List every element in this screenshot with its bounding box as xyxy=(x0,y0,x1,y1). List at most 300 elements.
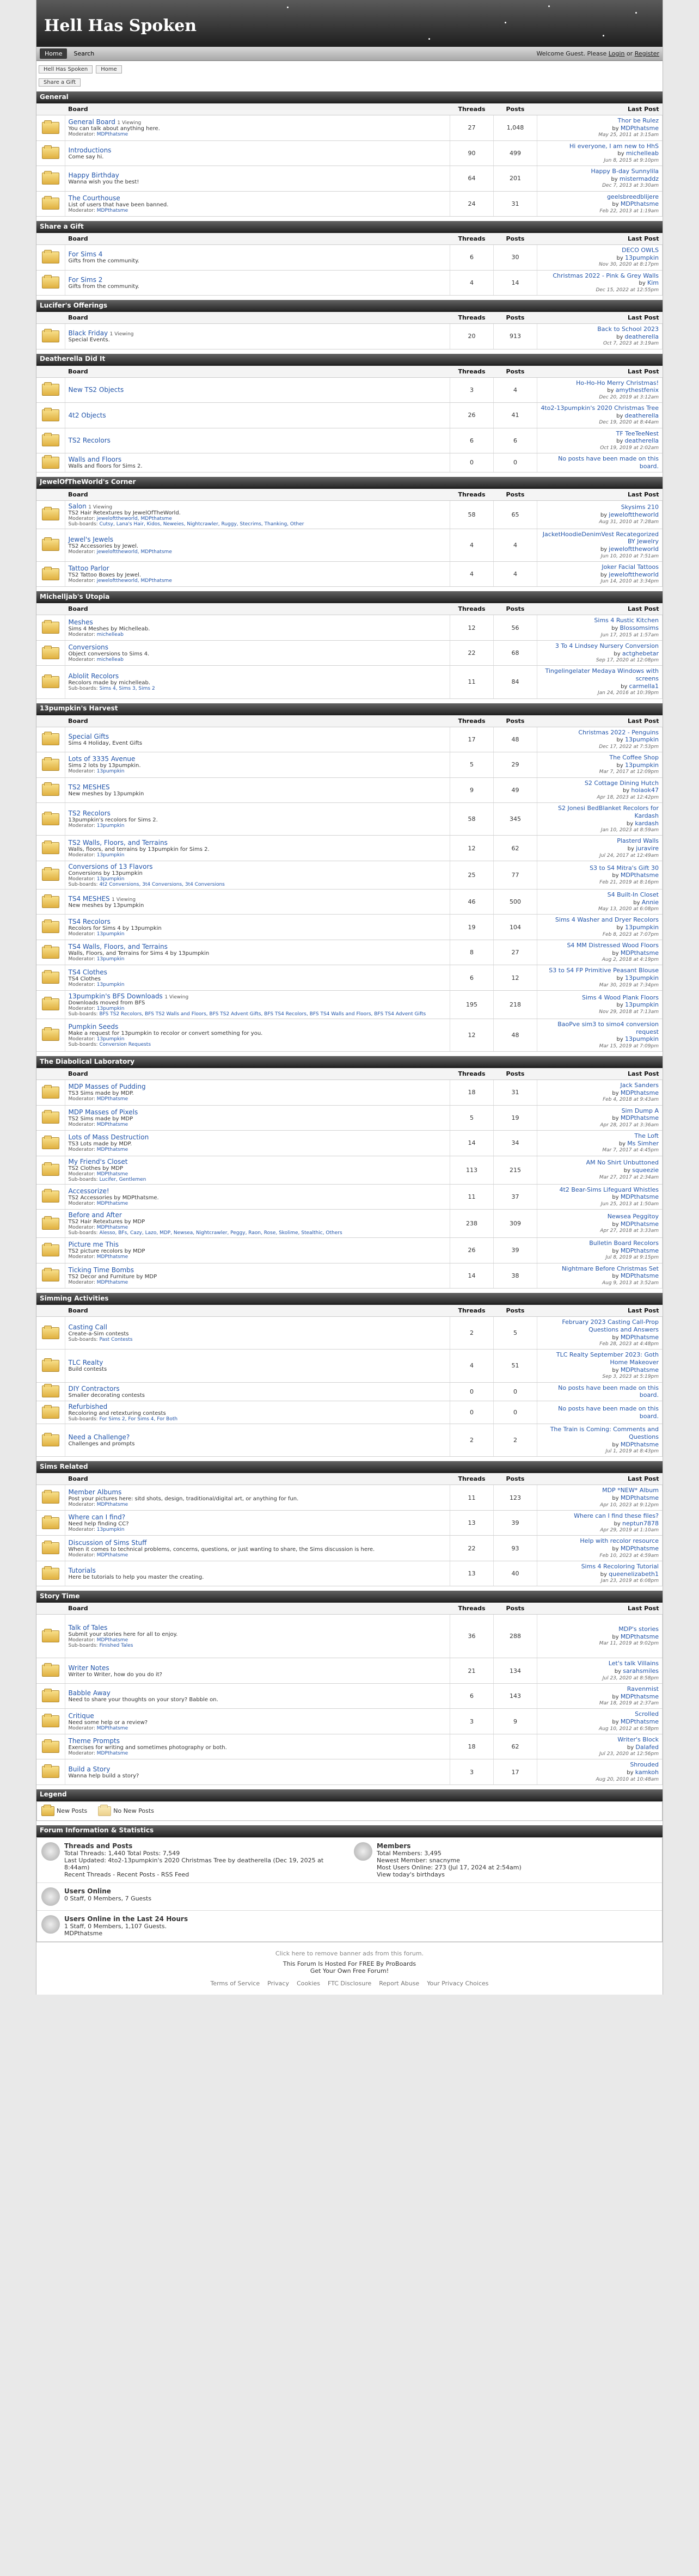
last-post-title[interactable]: geelsbreedblijere xyxy=(606,193,659,200)
category-title[interactable]: General xyxy=(36,91,663,103)
board-name[interactable]: Conversions of 13 Flavors xyxy=(68,862,153,870)
sub-boards: Sub-boards: Alesso, BFs, Cazy, Lazo, MDP, Newsea, Nightcrawler, Peggy, Raon, Rose, Skolime, Stealthic, Others xyxy=(68,1230,342,1236)
last-post-title[interactable]: Skysims 210 xyxy=(621,504,659,511)
category-title[interactable]: JewelOfTheWorld's Corner xyxy=(36,477,663,489)
login-link[interactable]: Login xyxy=(608,50,625,57)
board-name[interactable]: 4t2 Objects xyxy=(68,411,106,419)
sub-board-list[interactable]: BFS TS2 Recolors, BFS TS2 Walls and Floors, BFS TS2 Advent Gifts, BFS TS4 Recolors, BFS TS4 Walls and Floors, BFS TS4 Advent Gifts xyxy=(99,1011,426,1017)
board-name[interactable]: Special Gifts xyxy=(68,732,109,740)
last-post xyxy=(537,752,663,778)
last-post-author[interactable]: MDPthatsme xyxy=(620,200,659,208)
board-name[interactable]: Accessorize! xyxy=(68,1187,109,1195)
last-post-title[interactable]: February 2023 Casting Call-Prop Questions and Answers xyxy=(562,1318,659,1333)
board-name[interactable]: The Courthouse xyxy=(68,194,120,202)
category-title[interactable]: Deatherella Did It xyxy=(36,354,663,366)
last-post-title[interactable]: Newsea Peggitoy xyxy=(607,1212,659,1220)
last-post-author[interactable]: kamkoh xyxy=(635,1769,659,1776)
footer-link[interactable]: Your Privacy Choices xyxy=(427,1979,489,1987)
moderator-name[interactable]: MDPthatsme xyxy=(96,1171,128,1177)
board-table xyxy=(36,489,663,587)
last-post-author[interactable]: MDPthatsme xyxy=(620,1114,659,1122)
last-post-title[interactable]: Happy B-day Sunnylila xyxy=(591,168,659,175)
folder-icon xyxy=(42,1568,59,1580)
board-description: Build contests xyxy=(68,1366,107,1373)
board-name[interactable]: For Sims 4 xyxy=(68,250,103,259)
board-name[interactable]: Tattoo Parlor xyxy=(68,565,109,572)
board-name[interactable]: TS4 MESHES xyxy=(68,895,110,903)
moderator-name[interactable]: 13pumpkin xyxy=(96,956,125,962)
moderators: Moderator: MDPthatsme xyxy=(68,1096,128,1102)
footer-link[interactable]: Privacy xyxy=(267,1979,289,1987)
board-name[interactable]: Jewel's Jewels xyxy=(68,535,114,543)
board-info xyxy=(65,1080,450,1106)
last-post-title[interactable]: S2 Jonesi BedBlanket Recolors for Kardash xyxy=(558,805,659,819)
last-post xyxy=(537,640,663,666)
board-name[interactable]: Salon xyxy=(68,502,87,510)
board-info xyxy=(65,1683,450,1709)
board-name[interactable]: Writer Notes xyxy=(68,1664,109,1672)
last-post-date: Jun 10, 2010 at 7:51am xyxy=(600,553,659,559)
last-post-title[interactable]: Scrolled xyxy=(635,1710,659,1718)
last-post-title[interactable]: Sims 4 Washer and Dryer Recolors xyxy=(555,916,659,924)
last-post-title[interactable]: S3 to S4 Mitra's Gift 30 xyxy=(590,864,659,872)
last-post-author[interactable]: MDPthatsme xyxy=(620,872,659,879)
moderator-name[interactable]: 13pumpkin xyxy=(96,823,125,829)
footer-link[interactable]: Cookies xyxy=(296,1979,321,1987)
last-post-title[interactable]: AM No Shirt Unbuttoned xyxy=(586,1159,659,1167)
last-post-date: Feb 21, 2019 at 8:16pm xyxy=(599,879,659,885)
tp-links[interactable]: Recent Threads - Recent Posts - RSS Feed xyxy=(64,1870,189,1878)
last-post-title[interactable]: 4to2-13pumpkin's 2020 Christmas Tree xyxy=(541,404,659,412)
last-post-title[interactable]: 3 To 4 Lindsey Nursery Conversion xyxy=(555,642,659,649)
board-name[interactable]: Picture me This xyxy=(68,1241,119,1249)
last-post-title[interactable]: Plasterd Walls xyxy=(617,837,659,845)
post-count: 77 xyxy=(494,861,537,889)
board-info xyxy=(65,1510,450,1536)
last-post-title[interactable]: Joker Facial Tattoos xyxy=(602,563,659,571)
last-post-title[interactable]: Help with recolor resource xyxy=(580,1537,659,1545)
board-row xyxy=(36,1759,663,1785)
board-name[interactable]: Black Friday xyxy=(68,329,108,338)
footer-link[interactable]: Report Abuse xyxy=(379,1979,420,1987)
last-post-author[interactable]: michelleab xyxy=(626,150,659,157)
last-post-title[interactable]: Christmas 2022 - Penguins xyxy=(578,728,659,736)
m-heading: Members xyxy=(377,1842,411,1850)
last-post-title[interactable]: Sims 4 Wood Plank Floors xyxy=(581,993,659,1001)
sub-board-list[interactable]: For Sims 2, For Sims 4, For Both xyxy=(99,1416,178,1422)
last-post-author[interactable]: MDPthatsme xyxy=(620,1494,659,1501)
last-post-date: Jan 10, 2023 at 8:59am xyxy=(600,827,659,833)
board-name[interactable]: TS2 Recolors xyxy=(68,437,111,445)
last-post-author-line: by jewelofttheworld xyxy=(600,545,659,553)
legend-new-label: New Posts xyxy=(57,1807,88,1814)
last-post xyxy=(537,861,663,889)
last-post-date: Dec 19, 2020 at 8:44am xyxy=(599,420,659,426)
board-name[interactable]: TS2 MESHES xyxy=(68,783,110,791)
last-post-title[interactable]: TLC Realty September 2023: Goth Home Makeover xyxy=(556,1351,659,1366)
moderators: Moderator: jewelofttheworld, MDPthatsme xyxy=(68,516,172,522)
board-row xyxy=(36,1238,663,1264)
last-post-author[interactable]: Dalafed xyxy=(635,1743,659,1751)
last-post-author[interactable]: MDPthatsme xyxy=(620,1193,659,1201)
last-post-author[interactable]: Kim xyxy=(647,279,659,287)
last-post-author[interactable]: 13pumpkin xyxy=(624,974,659,982)
last-post-title[interactable]: Christmas 2022 - Pink & Grey Walls xyxy=(553,272,659,279)
board-name[interactable]: MDP Masses of Pixels xyxy=(68,1108,138,1116)
moderator-name[interactable]: 13pumpkin xyxy=(96,852,125,858)
m-newest[interactable]: Newest Member: snacnyme xyxy=(377,1856,461,1864)
board-name[interactable]: MDP Masses of Pudding xyxy=(68,1083,146,1091)
last-post-author[interactable]: deatherella xyxy=(624,412,659,419)
board-name[interactable]: Need a Challenge? xyxy=(68,1433,130,1442)
board-name[interactable]: Happy Birthday xyxy=(68,171,119,180)
thread-count: 6 xyxy=(450,245,494,271)
last-post xyxy=(537,1238,663,1264)
board-row xyxy=(36,1263,663,1289)
post-count: 4 xyxy=(494,377,537,403)
last-post-author[interactable]: kardash xyxy=(635,819,659,827)
moderator-name[interactable]: michelleab xyxy=(96,631,124,637)
last-post-author[interactable]: jewelofttheworld xyxy=(609,571,659,578)
last-post-author[interactable]: MDPthatsme xyxy=(620,1220,659,1228)
last-post-title[interactable]: Tingelingelater Medaya Windows with screens xyxy=(545,667,659,682)
last-post-author[interactable]: MDPthatsme xyxy=(620,1633,659,1640)
board-name[interactable]: Theme Prompts xyxy=(68,1737,120,1745)
board-name[interactable]: Meshes xyxy=(68,618,93,626)
thread-count: 25 xyxy=(450,861,494,889)
folder-icon xyxy=(42,568,59,580)
moderator-name[interactable]: MDPthatsme xyxy=(96,1637,128,1643)
post-count: 500 xyxy=(494,889,537,915)
board-name[interactable]: Casting Call xyxy=(68,1323,107,1332)
board-name[interactable]: DIY Contractors xyxy=(68,1384,120,1393)
board-row xyxy=(36,245,663,271)
board-name[interactable]: Talk of Tales xyxy=(68,1624,108,1632)
moderators: Moderator: 13pumpkin xyxy=(68,1527,125,1532)
moderator-name[interactable]: MDPthatsme xyxy=(96,1121,128,1127)
board-name[interactable]: My Friend's Closet xyxy=(68,1157,128,1166)
board-name[interactable]: 13pumpkin's BFS Downloads xyxy=(68,992,163,1000)
last-post-title[interactable]: S2 Cottage Dining Hutch xyxy=(584,779,659,787)
sub-board-list[interactable]: Cutsy, Lana's Hair, Kidos, Neweies, Nightcrawler, Ruggy, Stecrims, Thanking, Other xyxy=(99,521,304,527)
category-title[interactable]: 13pumpkin's Harvest xyxy=(36,703,663,715)
category-title[interactable]: The Diabolical Laboratory xyxy=(36,1056,663,1068)
last-post-author[interactable]: 13pumpkin xyxy=(624,924,659,931)
last-post-author[interactable]: queenelizabeth1 xyxy=(609,1570,659,1578)
last-post xyxy=(537,1105,663,1131)
board-name[interactable]: Babble Away xyxy=(68,1689,111,1697)
last-post-title[interactable]: Hi everyone, I am new to HhS xyxy=(569,142,659,150)
category-section xyxy=(36,703,663,1052)
col-threads: Threads xyxy=(450,1305,494,1317)
sub-board-list[interactable]: Conversion Requests xyxy=(99,1041,151,1047)
board-description: When it comes to technical problems, concerns, questions, or just wanting to share, the Sims discussion is here. xyxy=(68,1546,375,1553)
last-post-author[interactable]: sarahsmiles xyxy=(623,1667,659,1675)
last-post-title[interactable]: No posts have been made on this board. xyxy=(558,1404,659,1420)
board-description: Special Events. xyxy=(68,337,110,344)
moderator-name[interactable]: MDPthatsme xyxy=(96,1147,128,1153)
last-post-title[interactable]: The Loft xyxy=(634,1132,659,1139)
last-post-author[interactable]: Annie xyxy=(641,898,659,906)
last-post-author-line: by MDPthatsme xyxy=(612,1089,659,1096)
moderator-name[interactable]: MDPthatsme xyxy=(96,1279,128,1285)
breadcrumb-home[interactable]: Home xyxy=(96,65,122,73)
moderators: Moderator: 13pumpkin xyxy=(68,931,125,937)
last-post-author[interactable]: MDPthatsme xyxy=(620,1440,659,1448)
moderator-name[interactable]: MDPthatsme xyxy=(96,1552,128,1558)
moderators: Moderator: 13pumpkin xyxy=(68,823,125,829)
last-post-author[interactable]: mistermaddz xyxy=(619,175,659,182)
last-post-title[interactable]: S3 to S4 FP Primitive Peasant Blouse xyxy=(549,967,659,974)
last-post-author[interactable]: 13pumpkin xyxy=(624,761,659,769)
moderator-name[interactable]: MDPthatsme xyxy=(96,207,128,213)
moderator-name[interactable]: jewelofttheworld, MDPthatsme xyxy=(96,549,172,555)
category-title[interactable]: Simming Activities xyxy=(36,1293,663,1305)
board-name[interactable]: TS4 Walls, Floors, and Terrains xyxy=(68,943,168,950)
last-post-title[interactable]: Sim Dump A xyxy=(621,1107,659,1114)
board-name[interactable]: Pumpkin Seeds xyxy=(68,1022,119,1031)
category-title[interactable]: Sims Related xyxy=(36,1461,663,1473)
moderator-name[interactable]: 13pumpkin xyxy=(96,1005,125,1011)
thread-count: 11 xyxy=(450,1485,494,1511)
board-name[interactable]: TS4 Clothes xyxy=(68,968,107,976)
moderator-name[interactable]: MDPthatsme xyxy=(96,1725,128,1731)
col-last-post: Last Post xyxy=(537,715,663,727)
sub-board-list[interactable]: Past Contests xyxy=(99,1337,133,1343)
board-name[interactable]: Lots of 3335 Avenue xyxy=(68,755,136,763)
last-post-title[interactable]: TF TeeTeeNest xyxy=(616,430,659,437)
nav-search[interactable]: Search xyxy=(73,50,95,57)
category-title[interactable]: Share a Gift xyxy=(36,221,663,233)
last-post-author[interactable]: jewelofttheworld xyxy=(609,511,659,518)
moderator-name[interactable]: 13pumpkin xyxy=(96,982,125,988)
tp-last[interactable]: Last Updated: 4to2-13pumpkin's 2020 Christmas Tree by deatherella (Dec 19, 2025 at 8:44am) xyxy=(64,1856,324,1871)
board-icon-cell xyxy=(36,1131,65,1156)
last-post-author[interactable]: Ms Simher xyxy=(627,1139,659,1147)
moderator-name[interactable]: 13pumpkin xyxy=(96,931,125,937)
moderator-name[interactable]: MDPthatsme xyxy=(96,1096,128,1102)
last-post-title[interactable]: S4 Built-In Closet xyxy=(607,891,659,898)
board-icon-cell xyxy=(36,615,65,641)
last-post-title[interactable]: MDP's stories xyxy=(618,1626,659,1633)
moderator-name[interactable]: michelleab xyxy=(96,657,124,663)
last-post xyxy=(537,965,663,991)
breadcrumb-site[interactable]: Hell Has Spoken xyxy=(39,65,93,73)
last-post-author[interactable]: MDPthatsme xyxy=(620,1247,659,1254)
thread-count: 238 xyxy=(450,1210,494,1238)
last-post-author[interactable]: 13pumpkin xyxy=(624,1001,659,1009)
last-post-author[interactable]: MDPthatsme xyxy=(620,1718,659,1725)
board-name[interactable]: TS4 Recolors xyxy=(68,917,111,925)
board-description: TS2 picture recolors by MDP xyxy=(68,1248,145,1255)
last-post-title[interactable]: Writer's Block xyxy=(617,1735,659,1743)
last-post-title[interactable]: Bulletin Board Recolors xyxy=(589,1240,659,1247)
board-icon-cell xyxy=(36,1561,65,1586)
sub-board-list[interactable]: Lucifer, Gentlemen xyxy=(99,1176,146,1182)
last-post-title[interactable]: BaoPve sim3 to simo4 conversion request xyxy=(557,1020,659,1035)
footer-link[interactable]: FTC Disclosure xyxy=(328,1979,372,1987)
last-post-title[interactable]: Ravenmist xyxy=(627,1685,659,1692)
last-post-author-line: by 13pumpkin xyxy=(616,254,659,261)
board-info xyxy=(65,1759,450,1785)
last-post-author[interactable]: actghebetar xyxy=(622,649,659,657)
register-link[interactable]: Register xyxy=(634,50,659,57)
last-post-author[interactable]: MDPthatsme xyxy=(620,1089,659,1096)
board-name[interactable]: Walls and Floors xyxy=(68,456,122,464)
last-post-author[interactable]: MDPthatsme xyxy=(620,1272,659,1280)
last-post-title[interactable]: Sims 4 Recoloring Tutorial xyxy=(581,1562,659,1570)
last-post-date: Mar 27, 2017 at 2:34am xyxy=(599,1174,659,1180)
last-post-title[interactable]: Thor be Rulez xyxy=(617,117,659,124)
last-post-title[interactable]: No posts have been made on this board. xyxy=(558,455,659,470)
last-post-author[interactable]: hoiaok47 xyxy=(631,787,659,794)
last-post-author[interactable]: MDPthatsme xyxy=(620,124,659,132)
moderator-name[interactable]: MDPthatsme xyxy=(96,1225,128,1230)
last-post-author-line: by MDPthatsme xyxy=(612,1366,659,1373)
board-name[interactable]: New TS2 Objects xyxy=(68,386,124,394)
last-post-author[interactable]: 13pumpkin xyxy=(624,736,659,744)
u24-name[interactable]: MDPthatsme xyxy=(64,1929,103,1937)
moderator-name[interactable]: jewelofttheworld, MDPthatsme xyxy=(96,516,172,522)
thread-count: 5 xyxy=(450,1105,494,1131)
post-count: 49 xyxy=(494,777,537,803)
board-name[interactable]: Before and After xyxy=(68,1211,122,1219)
last-post-author[interactable]: jewelofttheworld xyxy=(609,545,659,553)
last-post-title[interactable]: Nightmare Before Christmas Set xyxy=(561,1265,659,1272)
moderator-name[interactable]: 13pumpkin xyxy=(96,876,125,882)
board-table xyxy=(36,1473,663,1586)
col-last-post: Last Post xyxy=(537,233,663,245)
footer-link[interactable]: Terms of Service xyxy=(210,1979,260,1987)
board-name[interactable]: Discussion of Sims Stuff xyxy=(68,1538,147,1547)
moderator-name[interactable]: MDPthatsme xyxy=(96,1254,128,1260)
last-post-author[interactable]: deatherella xyxy=(624,333,659,340)
board-icon-cell xyxy=(36,1263,65,1289)
last-post-author[interactable]: neptun7878 xyxy=(622,1519,659,1527)
last-post-title[interactable]: The Coffee Shop xyxy=(609,754,659,761)
thread-count: 4 xyxy=(450,561,494,587)
moderator-name[interactable]: MDPthatsme xyxy=(96,1751,128,1756)
last-post-date: Mar 7, 2017 at 4:45pm xyxy=(602,1148,659,1154)
last-post-author[interactable]: MDPthatsme xyxy=(620,949,659,956)
last-post-author[interactable]: MDPthatsme xyxy=(620,1545,659,1552)
last-post-title[interactable]: Sims 4 Rustic Kitchen xyxy=(594,617,659,624)
board-name[interactable]: Introductions xyxy=(68,146,112,154)
board-name[interactable]: Tutorials xyxy=(68,1567,96,1574)
sub-board-list[interactable]: Finished Tales xyxy=(99,1643,133,1649)
last-post-title[interactable]: Jack Sanders xyxy=(620,1082,659,1089)
m-bday[interactable]: View today's birthdays xyxy=(377,1870,445,1878)
last-post-author[interactable]: MDPthatsme xyxy=(620,1692,659,1700)
last-post-title[interactable]: Let's talk Villains xyxy=(608,1660,659,1667)
last-post-title[interactable]: 4t2 Bear-Sims Lifeguard Whistles xyxy=(559,1186,659,1193)
moderators: Moderator: jewelofttheworld, MDPthatsme xyxy=(68,549,172,555)
post-count: 2 xyxy=(494,1424,537,1457)
moderators: Moderator: MDPthatsme xyxy=(68,207,128,213)
last-post-author[interactable]: amythestfenix xyxy=(615,387,659,394)
last-post-author[interactable]: Blossomsims xyxy=(620,624,659,631)
moderator-name[interactable]: MDPthatsme xyxy=(96,1501,128,1507)
moderators: Moderator: 13pumpkin xyxy=(68,852,125,858)
last-post-title[interactable]: Back to School 2023 xyxy=(597,326,659,333)
last-post-title[interactable]: Ho-Ho-Ho Merry Christmas! xyxy=(576,379,659,387)
board-description: Need some help or a review? xyxy=(68,1719,148,1726)
last-post-author[interactable]: MDPthatsme xyxy=(620,1333,659,1341)
moderator-name[interactable]: 13pumpkin xyxy=(96,1036,125,1042)
board-info xyxy=(65,1709,450,1734)
board-info xyxy=(65,115,450,141)
breadcrumb-share[interactable]: Share a Gift xyxy=(39,78,81,87)
col-icon xyxy=(36,233,65,245)
post-count: 40 xyxy=(494,1561,537,1586)
remove-ads-link[interactable]: Click here to remove banner ads from this forum. xyxy=(275,1949,424,1957)
site-title[interactable]: Hell Has Spoken xyxy=(44,16,197,35)
moderator-name[interactable]: jewelofttheworld, MDPthatsme xyxy=(96,578,172,584)
last-post-author[interactable]: squeezie xyxy=(632,1167,659,1174)
last-post-author-line: by Dalafed xyxy=(627,1743,659,1751)
last-post-title[interactable]: DECO OWLS xyxy=(622,247,659,254)
last-post-title[interactable]: MDP *NEW* Album xyxy=(602,1487,659,1494)
post-count: 41 xyxy=(494,403,537,428)
last-post-author[interactable]: deatherella xyxy=(624,437,659,445)
sub-board-list[interactable]: Sims 4, Sims 3, Sims 2 xyxy=(99,686,155,692)
thread-count: 19 xyxy=(450,915,494,940)
moderator-name[interactable]: 13pumpkin xyxy=(96,1527,125,1532)
board-name[interactable]: For Sims 2 xyxy=(68,275,103,284)
folder-icon xyxy=(42,434,59,446)
post-count: 6 xyxy=(494,428,537,453)
category-title[interactable]: Story Time xyxy=(36,1591,663,1603)
board-name[interactable]: TS2 Walls, Floors, and Terrains xyxy=(68,838,168,847)
own-forum-link[interactable]: Get Your Own Free Forum! xyxy=(310,1967,389,1974)
board-name[interactable]: Ticking Time Bombs xyxy=(68,1266,134,1274)
last-post-title[interactable]: The Train is Coming: Comments and Questions xyxy=(550,1426,659,1440)
moderator-name[interactable]: 13pumpkin xyxy=(96,769,125,775)
sub-board-list[interactable]: 4t2 Conversions, 3t4 Conversions, 3t4 Conversions xyxy=(99,881,225,887)
category-title[interactable]: Lucifer's Offerings xyxy=(36,300,663,312)
board-name[interactable]: Build a Story xyxy=(68,1765,111,1773)
last-post-author[interactable]: MDPthatsme xyxy=(620,1366,659,1373)
board-name[interactable]: Critique xyxy=(68,1712,94,1720)
board-name[interactable]: Ablolit Recolors xyxy=(68,672,119,680)
last-post-title[interactable]: Shrouded xyxy=(630,1761,659,1769)
last-post-author[interactable]: 13pumpkin xyxy=(624,1035,659,1043)
last-post-title[interactable]: Where can I find these files? xyxy=(574,1512,659,1519)
category-title[interactable]: Michelljab's Utopia xyxy=(36,591,663,603)
board-name[interactable]: Member Albums xyxy=(68,1488,122,1496)
folder-icon xyxy=(42,1112,59,1124)
board-name[interactable]: TS2 Recolors xyxy=(68,809,111,818)
last-post-title[interactable]: No posts have been made on this board. xyxy=(558,1384,659,1399)
nav-home[interactable]: Home xyxy=(40,48,67,59)
sub-board-list[interactable]: Alesso, BFs, Cazy, Lazo, MDP, Newsea, Nightcrawler, Peggy, Raon, Rose, Skolime, Stealthic, Others xyxy=(99,1230,342,1236)
moderator-name[interactable]: MDPthatsme xyxy=(96,132,128,138)
last-post-author[interactable]: juravire xyxy=(636,845,659,852)
board-name[interactable]: TLC Realty xyxy=(68,1359,103,1367)
users-24h-stat xyxy=(37,1911,662,1942)
last-post-author[interactable]: 13pumpkin xyxy=(624,254,659,261)
last-post-title[interactable]: S4 MM Distressed Wood Floors xyxy=(567,941,659,949)
last-post-title[interactable]: JacketHoodieDenimVest Recategorized BY Jewelry xyxy=(542,530,659,545)
last-post-author[interactable]: carmella1 xyxy=(629,682,659,690)
board-name[interactable]: Conversions xyxy=(68,643,109,651)
board-name[interactable]: Where can I find? xyxy=(68,1513,126,1521)
board-name[interactable]: Refurbished xyxy=(68,1403,108,1410)
thread-count: 64 xyxy=(450,166,494,192)
board-name[interactable]: General Board xyxy=(68,118,115,126)
moderator-name[interactable]: MDPthatsme xyxy=(96,1200,128,1206)
board-name[interactable]: Lots of Mass Destruction xyxy=(68,1133,149,1142)
